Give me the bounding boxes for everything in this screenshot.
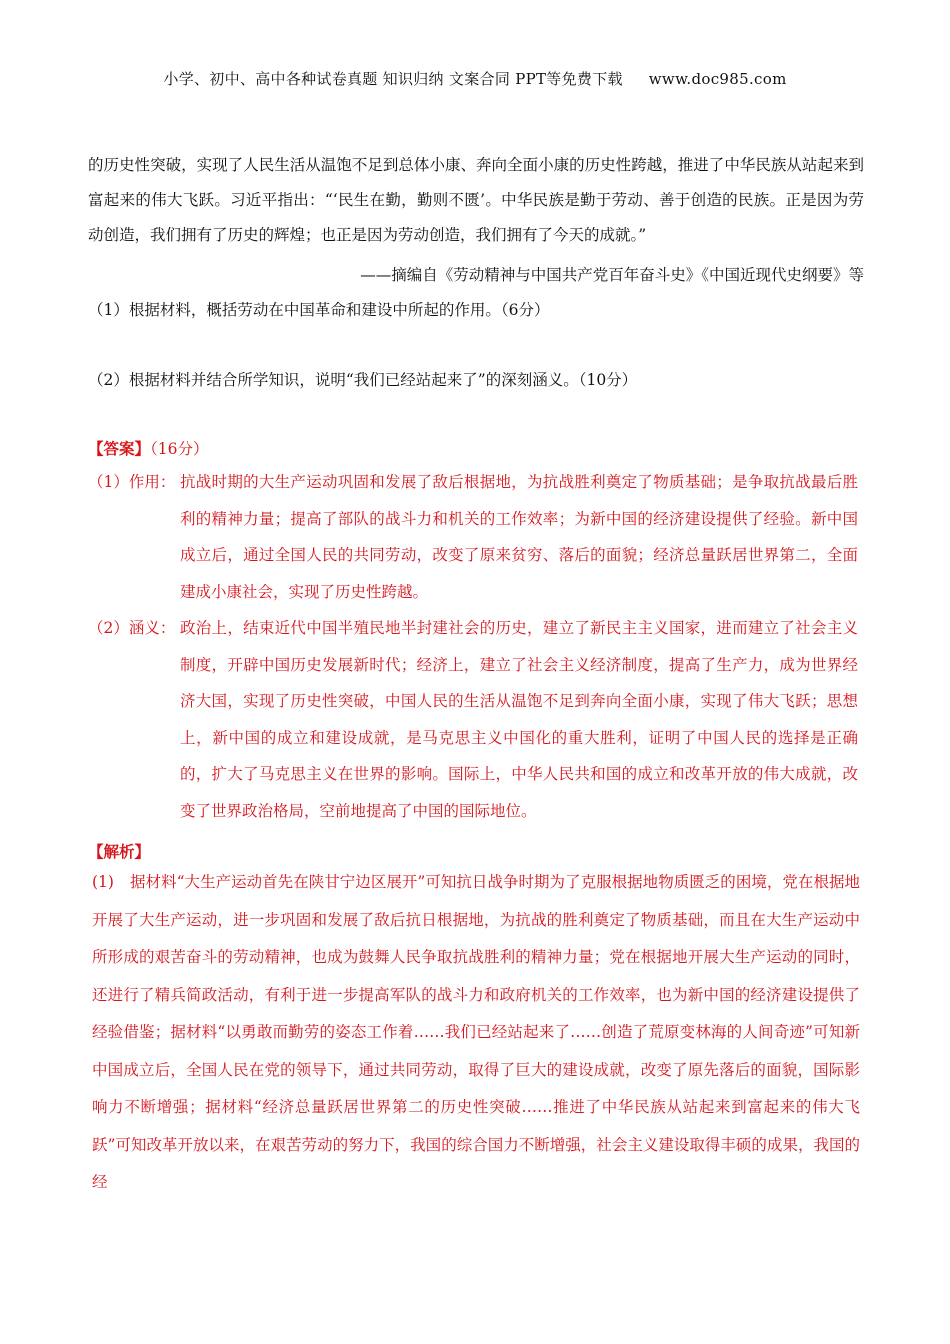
- answer-heading: [88, 437, 209, 459]
- analysis-text: 据材料“大生产运动首先在陕甘宁边区展开”可知抗日战争时期为了克服根据地物质匮乏的困境，党在根据地开展了大生产运动，进一步巩固和发展了敌后抗日根据地，为抗战的胜利奠定了物质基础，而且在大生产运动中所形成的艰苦奋斗的劳动精神，也成为鼓舞人民争取抗战胜利的精神力量；党在根据地开展大生产运动的同时，还进行了精兵简政活动，有利于进一步提高军队的战斗力和政府机关的工作效率，也为新中国的经济建设提供了经验借鉴；据材料“以勇敢而勤劳的姿态工作着……我们已经站起来了……创造了荒原变林海的人间奇迹”可知新中国成立后，全国人民在党的领导下，通过共同劳动，取得了巨大的建设成就，改变了原先落后的面貌，国际影响力不断增强；据材料“经济总量跃居世界第二的历史性突破……推进了中华民族从站起来到富起来的伟大飞跃”可知改革开放以来，在艰苦劳动的努力下，我国的综合国力不断增强，社会主义建设取得丰硕的成果，我国的经: [92, 873, 860, 1191]
- material-source: ——摘编自《劳动精神与中国共产党百年奋斗史》《中国近现代史纲要》等: [360, 266, 864, 284]
- answer-item-1: [88, 464, 858, 610]
- question-1: （1）根据材料，概括劳动在中国革命和建设中所起的作用。（6分）: [88, 301, 550, 319]
- analysis-body: [92, 864, 860, 1202]
- answer-item-1-lead: （1）作用：: [88, 473, 176, 491]
- material-paragraph: 的历史性突破，实现了人民生活从温饱不足到总体小康、奔向全面小康的历史性跨越，推进了中华民族从站起来到富起来的伟大飞跃。习近平指出：“‘民生在勤，勤则不匮’。中华民族是勤于劳动、善于创造的民族。正是因为劳动创造，我们拥有了历史的辉煌；也正是因为劳动创造，我们拥有了今天的成就。”: [88, 156, 864, 244]
- material-block: [88, 148, 864, 253]
- answer-item-2: [88, 610, 858, 829]
- header-text: 小学、初中、高中各种试卷真题 知识归纳 文案合同 PPT等免费下载: [163, 70, 623, 88]
- question-2: （2）根据材料并结合所学知识，说明“我们已经站起来了”的深刻涵义。（10分）: [88, 371, 638, 389]
- answer-item-2-text: 政治上，结束近代中国半殖民地半封建社会的历史，建立了新民主主义国家，进而建立了社会主义制度，开辟中国历史发展新时代；经济上，建立了社会主义经济制度，提高了生产力，成为世界经济大国，实现了历史性突破，中国人民的生活从温饱不足到奔向全面小康，实现了伟大飞跃；思想上，新中国的成立和建设成就，是马克思主义中国化的重大胜利，证明了中国人民的选择是正确的，扩大了马克思主义在世界的影响。国际上，中华人民共和国的成立和改革开放的伟大成就，改变了世界政治格局，空前地提高了中国的国际地位。: [180, 619, 858, 820]
- answer-score: （16分）: [150, 440, 209, 458]
- page-header: [0, 68, 950, 89]
- answer-item-2-lead: （2）涵义：: [88, 619, 176, 637]
- answer-item-1-text: 抗战时期的大生产运动巩固和发展了敌后根据地，为抗战胜利奠定了物质基础；是争取抗战最后胜利的精神力量；提高了部队的战斗力和机关的工作效率；为新中国的经济建设提供了经验。新中国成立后，通过全国人民的共同劳动，改变了原来贫穷、落后的面貌；经济总量跃居世界第二，全面建成小康社会，实现了历史性跨越。: [180, 473, 858, 601]
- analysis-heading: 【解析】: [88, 842, 151, 861]
- answer-label: 【答案】: [88, 439, 151, 458]
- header-site: www.doc985.com: [648, 70, 787, 88]
- analysis-number: (1): [92, 873, 114, 891]
